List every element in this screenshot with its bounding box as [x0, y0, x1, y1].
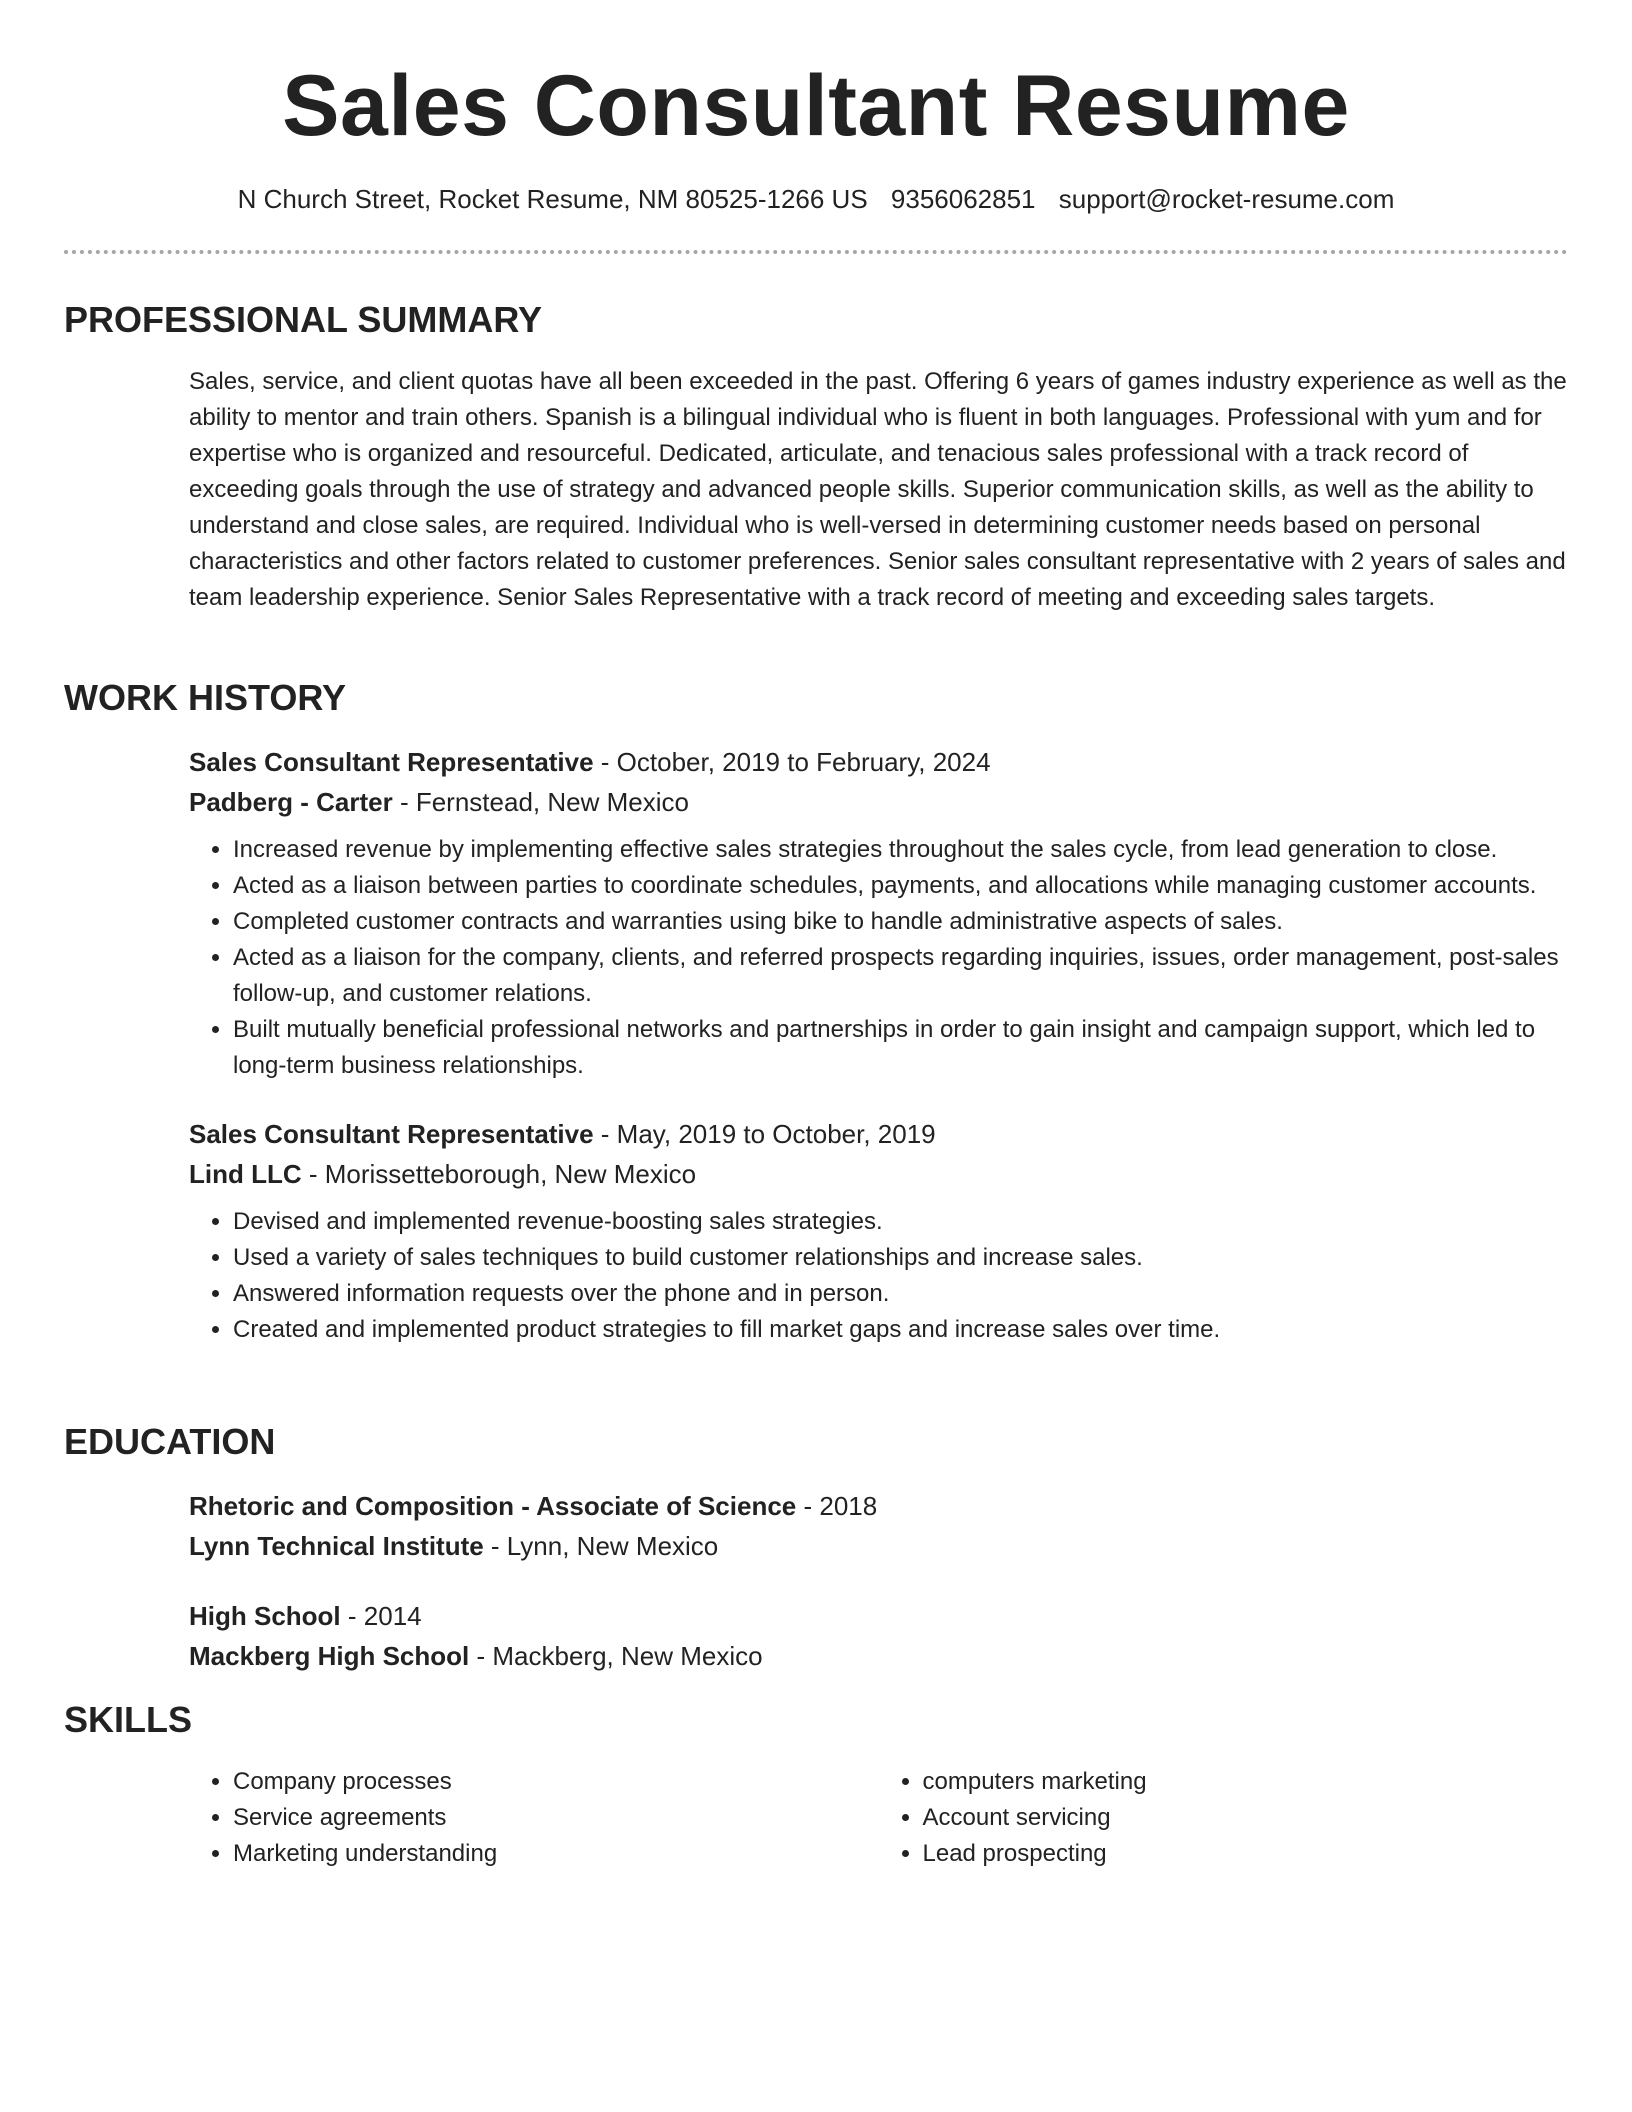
- job-bullet: • Answered information requests over the phone and in person.: [233, 1276, 1568, 1312]
- education-school-line: [189, 1526, 1568, 1566]
- education-degree-line: [189, 1596, 1568, 1636]
- skills-list-left: [189, 1764, 879, 1872]
- summary-heading: PROFESSIONAL SUMMARY: [64, 299, 543, 340]
- skills-list-right: [879, 1764, 1569, 1872]
- education-degree-line: [189, 1486, 1568, 1526]
- education-year: - 2018: [796, 1491, 878, 1521]
- job-title: Sales Consultant Representative: [189, 1119, 594, 1149]
- job-dates: - October, 2019 to February, 2024: [593, 747, 991, 777]
- work-history-heading: WORK HISTORY: [64, 677, 347, 718]
- skill-item: • Company processes: [233, 1764, 879, 1800]
- skill-item: • Lead prospecting: [923, 1836, 1569, 1872]
- job-bullet: • Used a variety of sales techniques to build customer relationships and increase sales.: [233, 1240, 1568, 1276]
- summary-text: Sales, service, and client quotas have all been exceeded in the past. Offering 6 years of games industry experience as well as the ability to mentor and train others. Spanish is a bilingual individual who is fluent in both languages. Professional with yum and for expertise who is organized and resourceful. Dedicated, articulate, and tenacious sales professional with a track record of exceeding goals through the use of strategy and advanced people skills. Superior communication skills, as well as the ability to understand and close sales, are required. Individual who is well-versed in determining customer needs based on personal characteristics and other factors related to customer preferences. Senior sales consultant representative with 2 years of sales and team leadership experience. Senior Sales Representative with a track record of meeting and exceeding sales targets.: [189, 368, 1567, 611]
- job-company-line: [189, 1154, 1568, 1194]
- resume-title: Sales Consultant Resume: [282, 58, 1350, 154]
- education-year: - 2014: [340, 1601, 422, 1631]
- contact-line: [64, 182, 1568, 216]
- job-entry: [189, 742, 1568, 1084]
- skill-item: • Account servicing: [923, 1800, 1569, 1836]
- skills-columns: [189, 1764, 1568, 1872]
- job-company: Lind LLC: [189, 1159, 302, 1189]
- summary-section: [64, 298, 1568, 616]
- education-entry: [189, 1486, 1568, 1566]
- education-degree: Rhetoric and Composition - Associate of Science: [189, 1491, 797, 1521]
- education-degree: High School: [189, 1601, 341, 1631]
- header-divider: [64, 250, 1568, 254]
- job-title-line: [189, 1114, 1568, 1154]
- education-location: - Mackberg, New Mexico: [469, 1641, 763, 1671]
- education-location: - Lynn, New Mexico: [483, 1531, 719, 1561]
- job-bullet: • Built mutually beneficial professional networks and partnerships in order to gain insight and campaign support, which led to long-term business relationships.: [233, 1012, 1568, 1084]
- work-history-section: [64, 676, 1568, 1348]
- skill-item: • computers marketing: [923, 1764, 1569, 1800]
- job-bullet: • Increased revenue by implementing effective sales strategies throughout the sales cycle, from lead generation to close.: [233, 832, 1568, 868]
- job-dates: - May, 2019 to October, 2019: [593, 1119, 936, 1149]
- skills-section: [64, 1698, 1568, 1872]
- job-title: Sales Consultant Representative: [189, 747, 594, 777]
- job-bullet: • Acted as a liaison between parties to coordinate schedules, payments, and allocations while managing customer accounts.: [233, 868, 1568, 904]
- job-bullets: [189, 1204, 1568, 1348]
- job-bullet: • Created and implemented product strategies to fill market gaps and increase sales over time.: [233, 1312, 1568, 1348]
- job-location: - Morissetteborough, New Mexico: [301, 1159, 697, 1189]
- education-school: Mackberg High School: [189, 1641, 470, 1671]
- education-heading: EDUCATION: [64, 1421, 276, 1462]
- skills-heading: SKILLS: [64, 1699, 193, 1740]
- contact-phone: 9356062851: [890, 184, 1036, 214]
- job-company: Padberg - Carter: [189, 787, 393, 817]
- contact-email: support@rocket-resume.com: [1058, 184, 1395, 214]
- job-title-line: [189, 742, 1568, 782]
- job-location: - Fernstead, New Mexico: [392, 787, 689, 817]
- skill-item: • Marketing understanding: [233, 1836, 879, 1872]
- job-bullets: [189, 832, 1568, 1084]
- contact-address: N Church Street, Rocket Resume, NM 80525-1266 US: [237, 184, 868, 214]
- skill-item: • Service agreements: [233, 1800, 879, 1836]
- job-entry: [189, 1114, 1568, 1348]
- education-section: [64, 1420, 1568, 1676]
- job-bullet: • Acted as a liaison for the company, clients, and referred prospects regarding inquiries, issues, order management, post-sales follow-up, and customer relations.: [233, 940, 1568, 1012]
- education-school: Lynn Technical Institute: [189, 1531, 484, 1561]
- job-company-line: [189, 782, 1568, 822]
- job-bullet: • Completed customer contracts and warranties using bike to handle administrative aspects of sales.: [233, 904, 1568, 940]
- education-school-line: [189, 1636, 1568, 1676]
- job-bullet: • Devised and implemented revenue-boosting sales strategies.: [233, 1204, 1568, 1240]
- education-entry: [189, 1596, 1568, 1676]
